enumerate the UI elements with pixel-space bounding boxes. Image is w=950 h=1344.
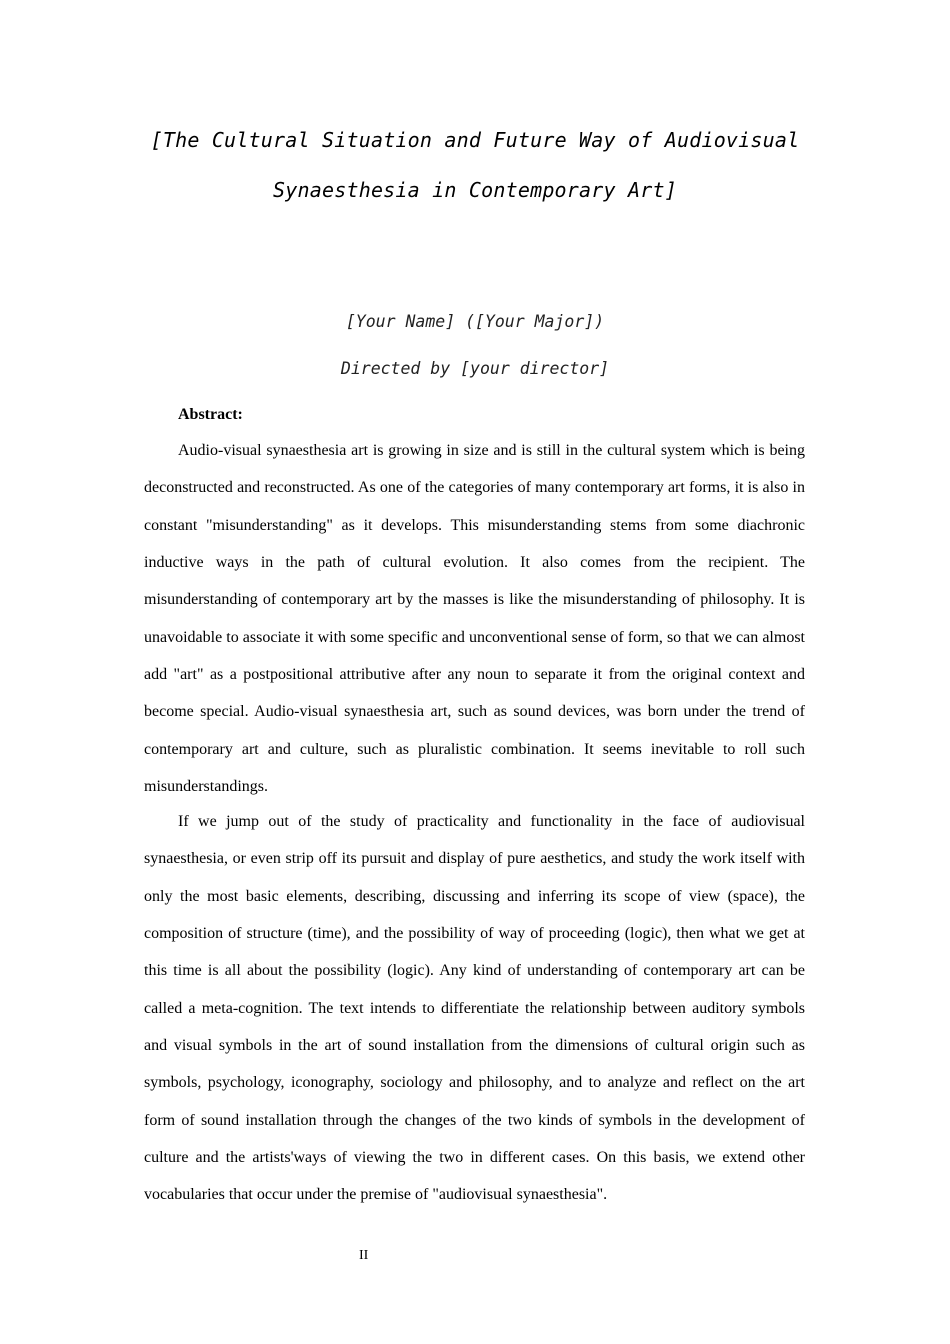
page-number: II: [359, 1248, 369, 1263]
director-line: Directed by [your director]: [340, 359, 610, 378]
abstract-paragraph-1: Audio-visual synaesthesia art is growing in size and is still in the cultural system which is being deconstructed and reconstructed. As one of the categories of many contemporary art forms, it is also in constant "misunderstanding" as it develops. This misunderstanding stems from some diachronic inductive ways in the path of cultural evolution. It also comes from the recipient. The misunderstanding of contemporary art by the masses is like the misunderstanding of philosophy. It is unavoidable to associate it with some specific and unconventional sense of form, so that we can almost add "art" as a postpositional attributive after any noun to separate it from the original context and become special. Audio-visual synaesthesia art, such as sound devices, was born under the trend of contemporary art and culture, such as pluralistic combination. It seems inevitable to roll such misunderstandings.: [144, 442, 805, 796]
title-line-1: [The Cultural Situation and Future Way of Audiovisual: [150, 128, 800, 152]
author-line: [Your Name] ([Your Major]): [345, 312, 605, 331]
title-line-2: Synaesthesia in Contemporary Art]: [273, 178, 677, 202]
abstract-heading: Abstract:: [178, 406, 243, 423]
abstract-paragraph-2: If we jump out of the study of practicality and functionality in the face of audiovisual synaesthesia, or even strip off its pursuit and display of pure aesthetics, and study the work itself with only the most basic elements, describing, discussing and inferring its scope of view (space), the composition of structure (time), and the possibility of way of proceeding (logic), then what we get at this time is all about the possibility (logic). Any kind of understanding of contemporary art can be called a meta-cognition. The text intends to differentiate the relationship between auditory symbols and visual symbols in the art of sound installation from the dimensions of cultural origin such as symbols, psychology, iconography, sociology and philosophy, and to analyze and reflect on the art form of sound installation through the changes of the two kinds of symbols in the development of culture and the artists'ways of viewing the two in different cases. On this basis, we extend other vocabularies that occur under the premise of "audiovisual synaesthesia".: [144, 813, 805, 1204]
